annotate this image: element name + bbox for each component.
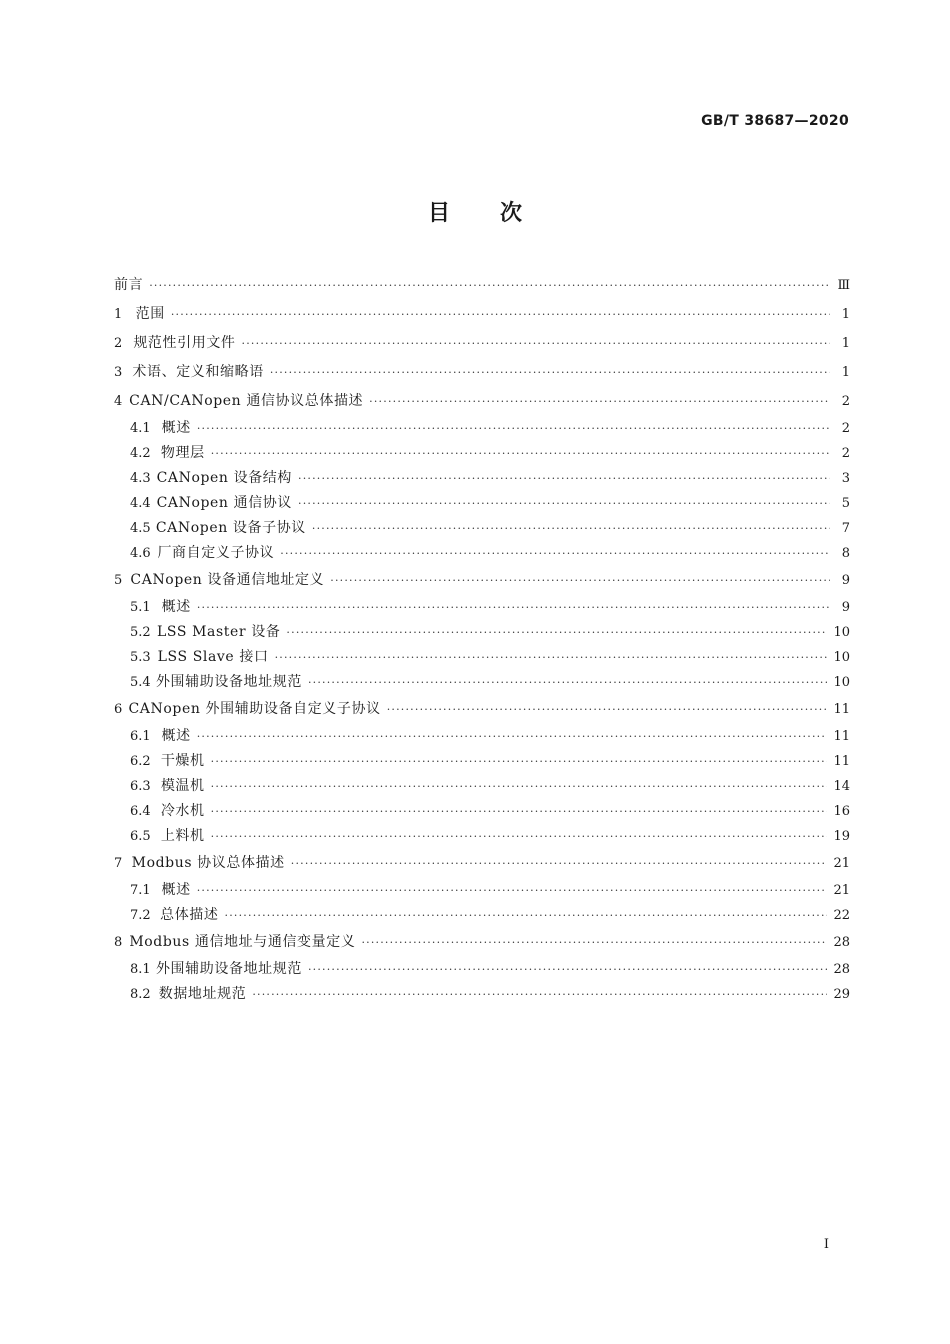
toc-entry[interactable] — [114, 878, 850, 903]
toc-entry-label: CANopen 设备子协议 — [155, 520, 306, 536]
toc-entry-number: 5.4 — [130, 675, 151, 690]
toc-entry-label: CANopen 通信协议 — [156, 495, 292, 511]
toc-entry-number: 4.6 — [130, 546, 151, 561]
toc-entry-number: 6.4 — [130, 804, 151, 819]
toc-dot-leader — [270, 358, 830, 387]
toc-entry[interactable] — [114, 695, 850, 724]
page-title: 目次 — [427, 201, 572, 226]
toc-entry[interactable] — [114, 620, 850, 645]
toc-entry-page: 14 — [833, 779, 850, 794]
toc-entry-number: 6.1 — [130, 729, 151, 744]
toc-entry-number: 6 — [114, 702, 123, 717]
toc-entry-label: CANopen 设备通信地址定义 — [130, 572, 325, 588]
toc-entry[interactable] — [114, 670, 850, 695]
toc-dot-leader — [286, 620, 827, 645]
toc-entry-label: 概述 — [161, 420, 191, 436]
toc-entry-page: 5 — [841, 496, 850, 511]
standard-code: GB/T 38687—2020 — [701, 113, 849, 129]
toc-entry-label: 上料机 — [160, 828, 205, 844]
toc-entry-page: 2 — [841, 446, 850, 461]
toc-entry-label: 外围辅助设备地址规范 — [155, 674, 302, 690]
toc-entry-number: 5.1 — [130, 600, 151, 615]
toc-entry[interactable] — [114, 824, 850, 849]
toc-entry-number: 6.2 — [130, 754, 151, 769]
toc-entry-page: 1 — [841, 336, 850, 351]
toc-entry-page: 8 — [841, 546, 850, 561]
toc-entry-label: 外围辅助设备地址规范 — [155, 961, 302, 977]
toc-dot-leader — [275, 645, 828, 670]
toc-entry-number: 6.5 — [130, 829, 151, 844]
toc-entry[interactable] — [114, 541, 850, 566]
toc-entry[interactable] — [114, 982, 850, 1007]
toc-entry-number: 5 — [114, 573, 123, 588]
toc-dot-leader — [211, 799, 828, 824]
toc-dot-leader — [197, 416, 830, 441]
toc-entry[interactable] — [114, 928, 850, 957]
toc-entry-number: 4.5 — [130, 521, 151, 536]
toc-entry-number: 8.1 — [130, 962, 151, 977]
toc-entry-label: CAN/CANopen 通信协议总体描述 — [129, 393, 364, 409]
toc-entry[interactable] — [114, 387, 850, 416]
toc-entry-page: 28 — [833, 962, 850, 977]
toc-entry-label: 范围 — [135, 306, 165, 322]
toc-dot-leader — [197, 595, 830, 620]
toc-dot-leader — [291, 849, 828, 878]
toc-entry-page: Ⅲ — [837, 278, 850, 293]
toc-dot-leader — [211, 441, 830, 466]
toc-entry-number: 2 — [114, 336, 123, 351]
toc-entry[interactable] — [114, 595, 850, 620]
toc-entry-label: 厂商自定义子协议 — [157, 545, 275, 561]
toc-entry[interactable] — [114, 957, 850, 982]
toc-entry-page: 11 — [833, 729, 850, 744]
toc-entry-label: 规范性引用文件 — [133, 335, 236, 351]
toc-entry[interactable] — [114, 441, 850, 466]
toc-dot-leader — [211, 774, 828, 799]
toc-entry-number: 7.2 — [130, 908, 151, 923]
toc-entry-number: 4.3 — [130, 471, 151, 486]
toc-entry-page: 11 — [833, 754, 850, 769]
toc-entry-number: 4.1 — [130, 421, 151, 436]
toc-entry-label: 概述 — [161, 599, 191, 615]
toc-entry-label: 模温机 — [160, 778, 205, 794]
toc-dot-leader — [252, 982, 827, 1007]
toc-entry-number: 5.3 — [130, 650, 151, 665]
toc-entry-page: 16 — [833, 804, 850, 819]
toc-dot-leader — [242, 329, 830, 358]
toc-entry-number: 8 — [114, 935, 123, 950]
toc-entry-label: 前言 — [114, 277, 144, 293]
toc-entry-number: 3 — [114, 365, 123, 380]
toc-entry-label: CANopen 外围辅助设备自定义子协议 — [128, 701, 381, 717]
toc-entry-label: 数据地址规范 — [158, 986, 247, 1002]
toc-dot-leader — [197, 878, 828, 903]
toc-entry-label: 概述 — [161, 882, 191, 898]
toc-entry-page: 10 — [833, 650, 850, 665]
toc-entry[interactable] — [114, 749, 850, 774]
toc-dot-leader — [225, 903, 828, 928]
toc-entry-page: 7 — [841, 521, 850, 536]
toc-entry-page: 11 — [833, 702, 850, 717]
toc-dot-leader — [369, 387, 830, 416]
toc-entry[interactable] — [114, 774, 850, 799]
toc-entry-number: 5.2 — [130, 625, 151, 640]
toc-entry-page: 21 — [833, 883, 850, 898]
toc-dot-leader — [211, 749, 828, 774]
toc-entry[interactable] — [114, 645, 850, 670]
toc-entry-number: 6.3 — [130, 779, 151, 794]
toc-dot-leader — [361, 928, 827, 957]
toc-entry-page: 2 — [841, 394, 850, 409]
toc-entry-page: 19 — [833, 829, 850, 844]
toc-dot-leader — [308, 957, 828, 982]
toc-entry-label: 术语、定义和缩略语 — [132, 364, 264, 380]
toc-dot-leader — [280, 541, 830, 566]
toc-dot-leader — [308, 670, 828, 695]
toc-entry-label: 物理层 — [160, 445, 205, 461]
toc-entry-number: 4.4 — [130, 496, 151, 511]
toc-entry[interactable] — [114, 491, 850, 516]
toc-entry-number: 7.1 — [130, 883, 151, 898]
toc-entry-page: 2 — [841, 421, 850, 436]
toc-entry-label: CANopen 设备结构 — [156, 470, 292, 486]
toc-entry-page: 3 — [841, 471, 850, 486]
toc-entry[interactable] — [114, 358, 850, 387]
toc-entry-page: 9 — [841, 573, 850, 588]
toc-entry[interactable] — [114, 799, 850, 824]
toc-entry[interactable] — [114, 849, 850, 878]
toc-dot-leader — [211, 824, 828, 849]
toc-entry[interactable] — [114, 416, 850, 441]
toc-dot-leader — [171, 300, 830, 329]
toc-entry-page: 1 — [841, 307, 850, 322]
toc-entry-label: 总体描述 — [160, 907, 219, 923]
toc-entry-page: 1 — [841, 365, 850, 380]
toc-entry-number: 8.2 — [130, 987, 151, 1002]
toc-entry-page: 9 — [841, 600, 850, 615]
toc-entry-label: 概述 — [161, 728, 191, 744]
toc-entry-label: 干燥机 — [160, 753, 205, 769]
toc-entry-page: 28 — [833, 935, 850, 950]
toc-entry[interactable] — [114, 300, 850, 329]
toc-dot-leader — [387, 695, 828, 724]
toc-entry-label: Modbus 协议总体描述 — [131, 855, 285, 871]
toc-entry[interactable] — [114, 329, 850, 358]
footer-page-number: I — [823, 1237, 829, 1252]
toc-dot-leader — [298, 491, 830, 516]
toc-entry[interactable] — [114, 724, 850, 749]
toc-dot-leader — [330, 566, 830, 595]
toc-entry[interactable] — [114, 566, 850, 595]
toc-dot-leader — [149, 271, 830, 300]
toc-entry-page: 29 — [833, 987, 850, 1002]
toc-entry-number: 4 — [114, 394, 123, 409]
toc-entry-label: LSS Master 设备 — [157, 624, 281, 640]
toc-entry-page: 10 — [833, 675, 850, 690]
toc-entry-number: 7 — [114, 856, 123, 871]
toc-entry-number: 1 — [114, 307, 123, 322]
toc-entry[interactable] — [114, 466, 850, 491]
toc-entry-label: 冷水机 — [160, 803, 205, 819]
toc-entry-page: 10 — [833, 625, 850, 640]
toc-entry-number: 4.2 — [130, 446, 151, 461]
table-of-contents — [114, 271, 850, 1007]
toc-entry-label: Modbus 通信地址与通信变量定义 — [129, 934, 356, 950]
toc-entry[interactable] — [114, 903, 850, 928]
toc-entry-label: LSS Slave 接口 — [157, 649, 269, 665]
toc-entry-page: 22 — [833, 908, 850, 923]
toc-dot-leader — [298, 466, 830, 491]
toc-dot-leader — [312, 516, 830, 541]
toc-entry[interactable] — [114, 516, 850, 541]
toc-entry-page: 21 — [833, 856, 850, 871]
toc-entry[interactable] — [114, 271, 850, 300]
toc-dot-leader — [197, 724, 828, 749]
